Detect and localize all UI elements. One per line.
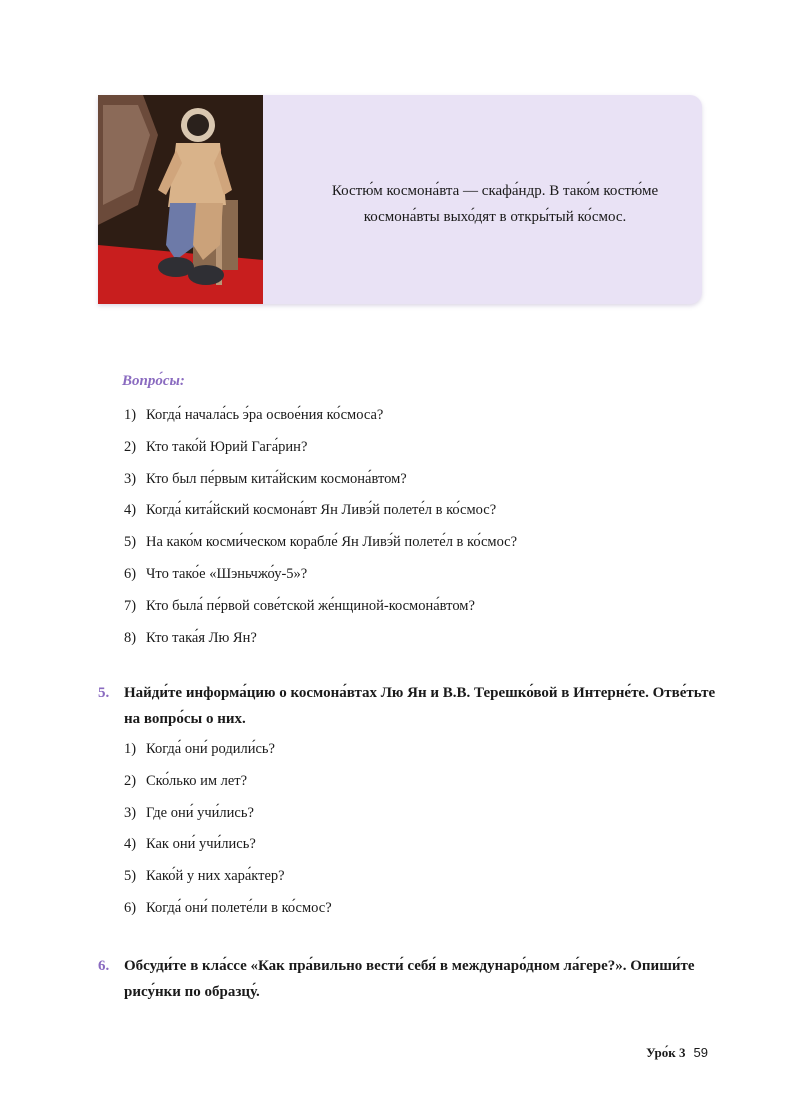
item-text: Когда́ они́ полете́ли в ко́смос? <box>146 899 332 916</box>
list-item <box>124 772 332 804</box>
list-item <box>124 438 517 470</box>
item-number: 5) <box>124 868 137 885</box>
item-text: Ско́лько им лет? <box>146 772 248 789</box>
caption-line-2: космона́вты выхо́дят в откры́тый ко́смос. <box>363 209 627 225</box>
item-text: Когда́ они́ родили́сь? <box>146 741 275 757</box>
item-number: 1) <box>124 407 137 423</box>
page-number: 59 <box>693 1045 708 1060</box>
list-item <box>124 597 517 629</box>
list-item <box>124 867 332 899</box>
item-text: Како́й у них хара́ктер? <box>146 868 285 885</box>
task-number: 6. <box>98 958 110 974</box>
item-text: Где они́ учи́лись? <box>146 804 254 821</box>
list-item <box>124 899 332 931</box>
item-text: Кто така́я Лю Ян? <box>146 629 257 646</box>
task-6 <box>98 953 718 1005</box>
list-item <box>124 501 517 533</box>
list-item <box>124 740 332 772</box>
task-number: 5. <box>98 685 110 701</box>
list-item <box>124 406 517 438</box>
cosmonaut-spacesuit-photo <box>98 95 263 304</box>
item-text: Кто был пе́рвым кита́йским космона́втом? <box>146 470 407 487</box>
questions-title: Вопро́сы: <box>122 373 185 389</box>
item-number: 4) <box>124 502 137 519</box>
item-text: Как они́ учи́лись? <box>146 836 256 853</box>
item-number: 8) <box>124 629 137 646</box>
item-number: 2) <box>124 772 137 789</box>
item-number: 5) <box>124 534 137 551</box>
task-5 <box>98 680 718 732</box>
list-item <box>124 470 517 502</box>
item-number: 7) <box>124 597 137 614</box>
task-line-2: рису́нки по образцу́. <box>124 984 260 1000</box>
item-number: 6) <box>124 565 137 582</box>
list-item <box>124 835 332 867</box>
list-item <box>124 565 517 597</box>
task-line-1: Обсуди́те в кла́ссе «Как пра́вильно вести́ себя́ в междунаро́дном ла́гере?». Опиши́те <box>124 958 695 974</box>
item-number: 3) <box>124 804 137 821</box>
item-text: Кто была́ пе́рвой сове́тской же́нщиной-космона́втом? <box>146 597 475 614</box>
item-number: 2) <box>124 438 137 455</box>
item-number: 6) <box>124 899 137 916</box>
task-line-1: Найди́те информа́цию о космона́втах Лю Ян и В.В. Терешко́вой в Интерне́те. Отве́тьте <box>124 685 716 701</box>
questions-list <box>124 406 517 660</box>
list-item <box>124 629 517 661</box>
item-number: 1) <box>124 741 137 757</box>
photo-caption <box>300 178 690 230</box>
item-text: Когда́ кита́йский космона́вт Ян Ливэ́й полете́л в ко́смос? <box>146 502 497 519</box>
item-text: На како́м косми́ческом корабле́ Ян Ливэ́й полете́л в ко́смос? <box>146 534 518 551</box>
lesson-label: Уро́к 3 <box>646 1045 686 1060</box>
page-footer <box>646 1045 708 1061</box>
task-line-2: на вопро́сы о них. <box>124 711 246 727</box>
item-text: Кто тако́й Юрий Гага́рин? <box>146 438 308 455</box>
list-item <box>124 804 332 836</box>
item-number: 4) <box>124 836 137 853</box>
caption-line-1: Костю́м космона́вта — скафа́ндр. В тако́м костю́ме <box>331 183 659 199</box>
item-text: Что тако́е «Шэньчжо́у-5»? <box>146 565 308 582</box>
item-number: 3) <box>124 470 137 487</box>
task-5-questions <box>124 740 332 931</box>
list-item <box>124 533 517 565</box>
item-text: Когда́ начала́сь э́ра освое́ния ко́смоса? <box>146 407 384 423</box>
